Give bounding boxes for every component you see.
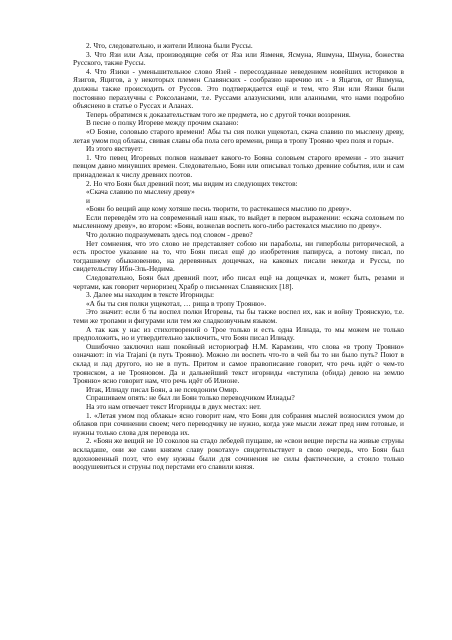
- paragraph: Что должно подразумевать здесь под словом - древо?: [86, 230, 253, 240]
- paragraph: Нет сомнения, что это слово не представляет собою ни параболы, ни гиперболы риторической, а есть простое указание на то, что Боян писал ещё до изобретения папируса, а потому писал, по тогдашнему обыкновению, на деревянных дощечках, на каковых писали некогда и Руссы, по свидетельству Ибн-Эль-Недима.: [73, 238, 404, 274]
- paragraph: Спрашиваем опять: не был ли Боян только переводчиком Илиады?: [86, 393, 295, 403]
- paragraph: 4. Что Язики - уменьшительное слово Язей - пересозданные неведением новейших историков в Язигов, Яцигов, а у некоторых племен Славянских - сообразно наречию их - в Яцагов, от Яшмуна, должны также происходить от Руссов. Это подтверждается ещё и тем, что Язи или Язики были постоянно перазлучны с Роксоланами, т.е. Руссами алазунскими, или аланными, что нами подробно объяснено в статье о Руссах и Аланах.: [73, 66, 404, 111]
- paragraph: Это значит: если б ты воспел полки Игоревы, ты бы также воспел их, как и войну Троянскую, т.е. теми же тропами и фигурами или тем же сладкозвучным языком.: [73, 307, 404, 325]
- paragraph: «Скача славию по мыслену древу»: [86, 187, 195, 197]
- paragraph: «Боян бо вещий аще кому хотяше песнь творити, то растекашеся мыслию по древу».: [86, 204, 352, 214]
- paragraph: А так как у нас из стихотворений о Трое только и есть одна Илиада, то мы можем не только предположить, но и утвердительно заключить, что Боян писал Илиаду.: [73, 324, 404, 343]
- paragraph: 2. «Боян же вещий не 10 соколов на стадо лебедей пущаше, не «свои вещие персты на живые струны вскладаше, они же сами князем славу рокотаху» свидетельствует в свою очередь, что Боян был вдохновенный поэт, что ему нужны были для сочинения не силы фактические, а стоило только воодушевиться и струны под перстами его славили князя.: [73, 436, 404, 472]
- paragraph: «А бы ты сия полки ущекотал, … рища в тропу Трояню».: [86, 298, 267, 308]
- paragraph: Ошибочно заключил наш покойный историограф Н.М. Карамзин, что слова «в тропу Трояню» означают: in via Trajani (в путь Трояню). Можно ли воспеть что-то в чей бы то ни было путь? Поют в склад и лад другого, но не в путь. Притом и самое правописание говорит, что речь идёт о чем-то троянском, а не Трояновом. Да и дальнейший текст игорниды «вступила (обида) девою на землю Трояню» ясно говорит нам, что речь идёт об Илионе.: [73, 341, 404, 386]
- paragraph: 3. Что Язи или Азы, производящие себя от Яза или Язменя, Ясмуна, Яшмуна, Шмуна, божества Русского, также Руссы.: [73, 49, 404, 68]
- paragraph: 2. Что, следовательно, и жители Илиона были Руссы.: [86, 41, 253, 50]
- paragraph: Итак, Илиаду писал Боян, а не псевдоним Омир.: [86, 384, 239, 394]
- paragraph: На это нам отвечает текст Игорниды в двух местах: нет.: [86, 401, 261, 411]
- paragraph: Если переведём это на современный наш язык, то выйдет в первом выражении: «скача соловьем по мысленному древу», во втором: «Боян, возжелав воспеть кого-либо растекался мыслию по древу».: [73, 212, 404, 231]
- paragraph: 2. Но что Боян был древний поэт, мы видим из следующих текстов:: [86, 178, 298, 188]
- paragraph: и: [86, 195, 90, 205]
- paragraph: 3. Далее мы находим в тексте Игорниды:: [86, 290, 215, 300]
- paragraph: 1. Что певец Игоревых полков называет какого-то Бояна соловьем старого времени - это значит певцом давно минувших времен. Следовательно, Боян или описывал только древние события, или и сам принадлежал к числу древних поэтов.: [73, 152, 404, 179]
- paragraph: Из этого явствует:: [86, 144, 143, 154]
- document-body: [73, 42, 404, 472]
- paragraph: Следовательно, Боян был древний поэт, ибо писал ещё на дощечках и, может быть, резами и чертами, как говорит черноризец Храбр о письменах Славянских [18].: [73, 273, 404, 291]
- paragraph: Теперь обратимся к доказательствам того же предмета, но с другой точки воззрения.: [86, 109, 351, 119]
- paragraph: 1. «Летая умом под облакы» ясно говорит нам, что Боян для собрания мыслей возносился умом до облаков при сочинении своем; чего переводчику не нужно, когда уже мысли лежат пред ним готовые, и нужны только слова для перевода их.: [73, 410, 404, 437]
- paragraph: В песне о полку Игореве между прочим сказано:: [86, 118, 239, 128]
- paragraph: «О Бояне, соловыю старого времени! Абы ты сия полки ущекотал, скача славию по мыслену древу, летая умом под облакы, свивая славы оба пола сего времени, рища в тропу Трояню чрез поля и горы».: [73, 126, 404, 145]
